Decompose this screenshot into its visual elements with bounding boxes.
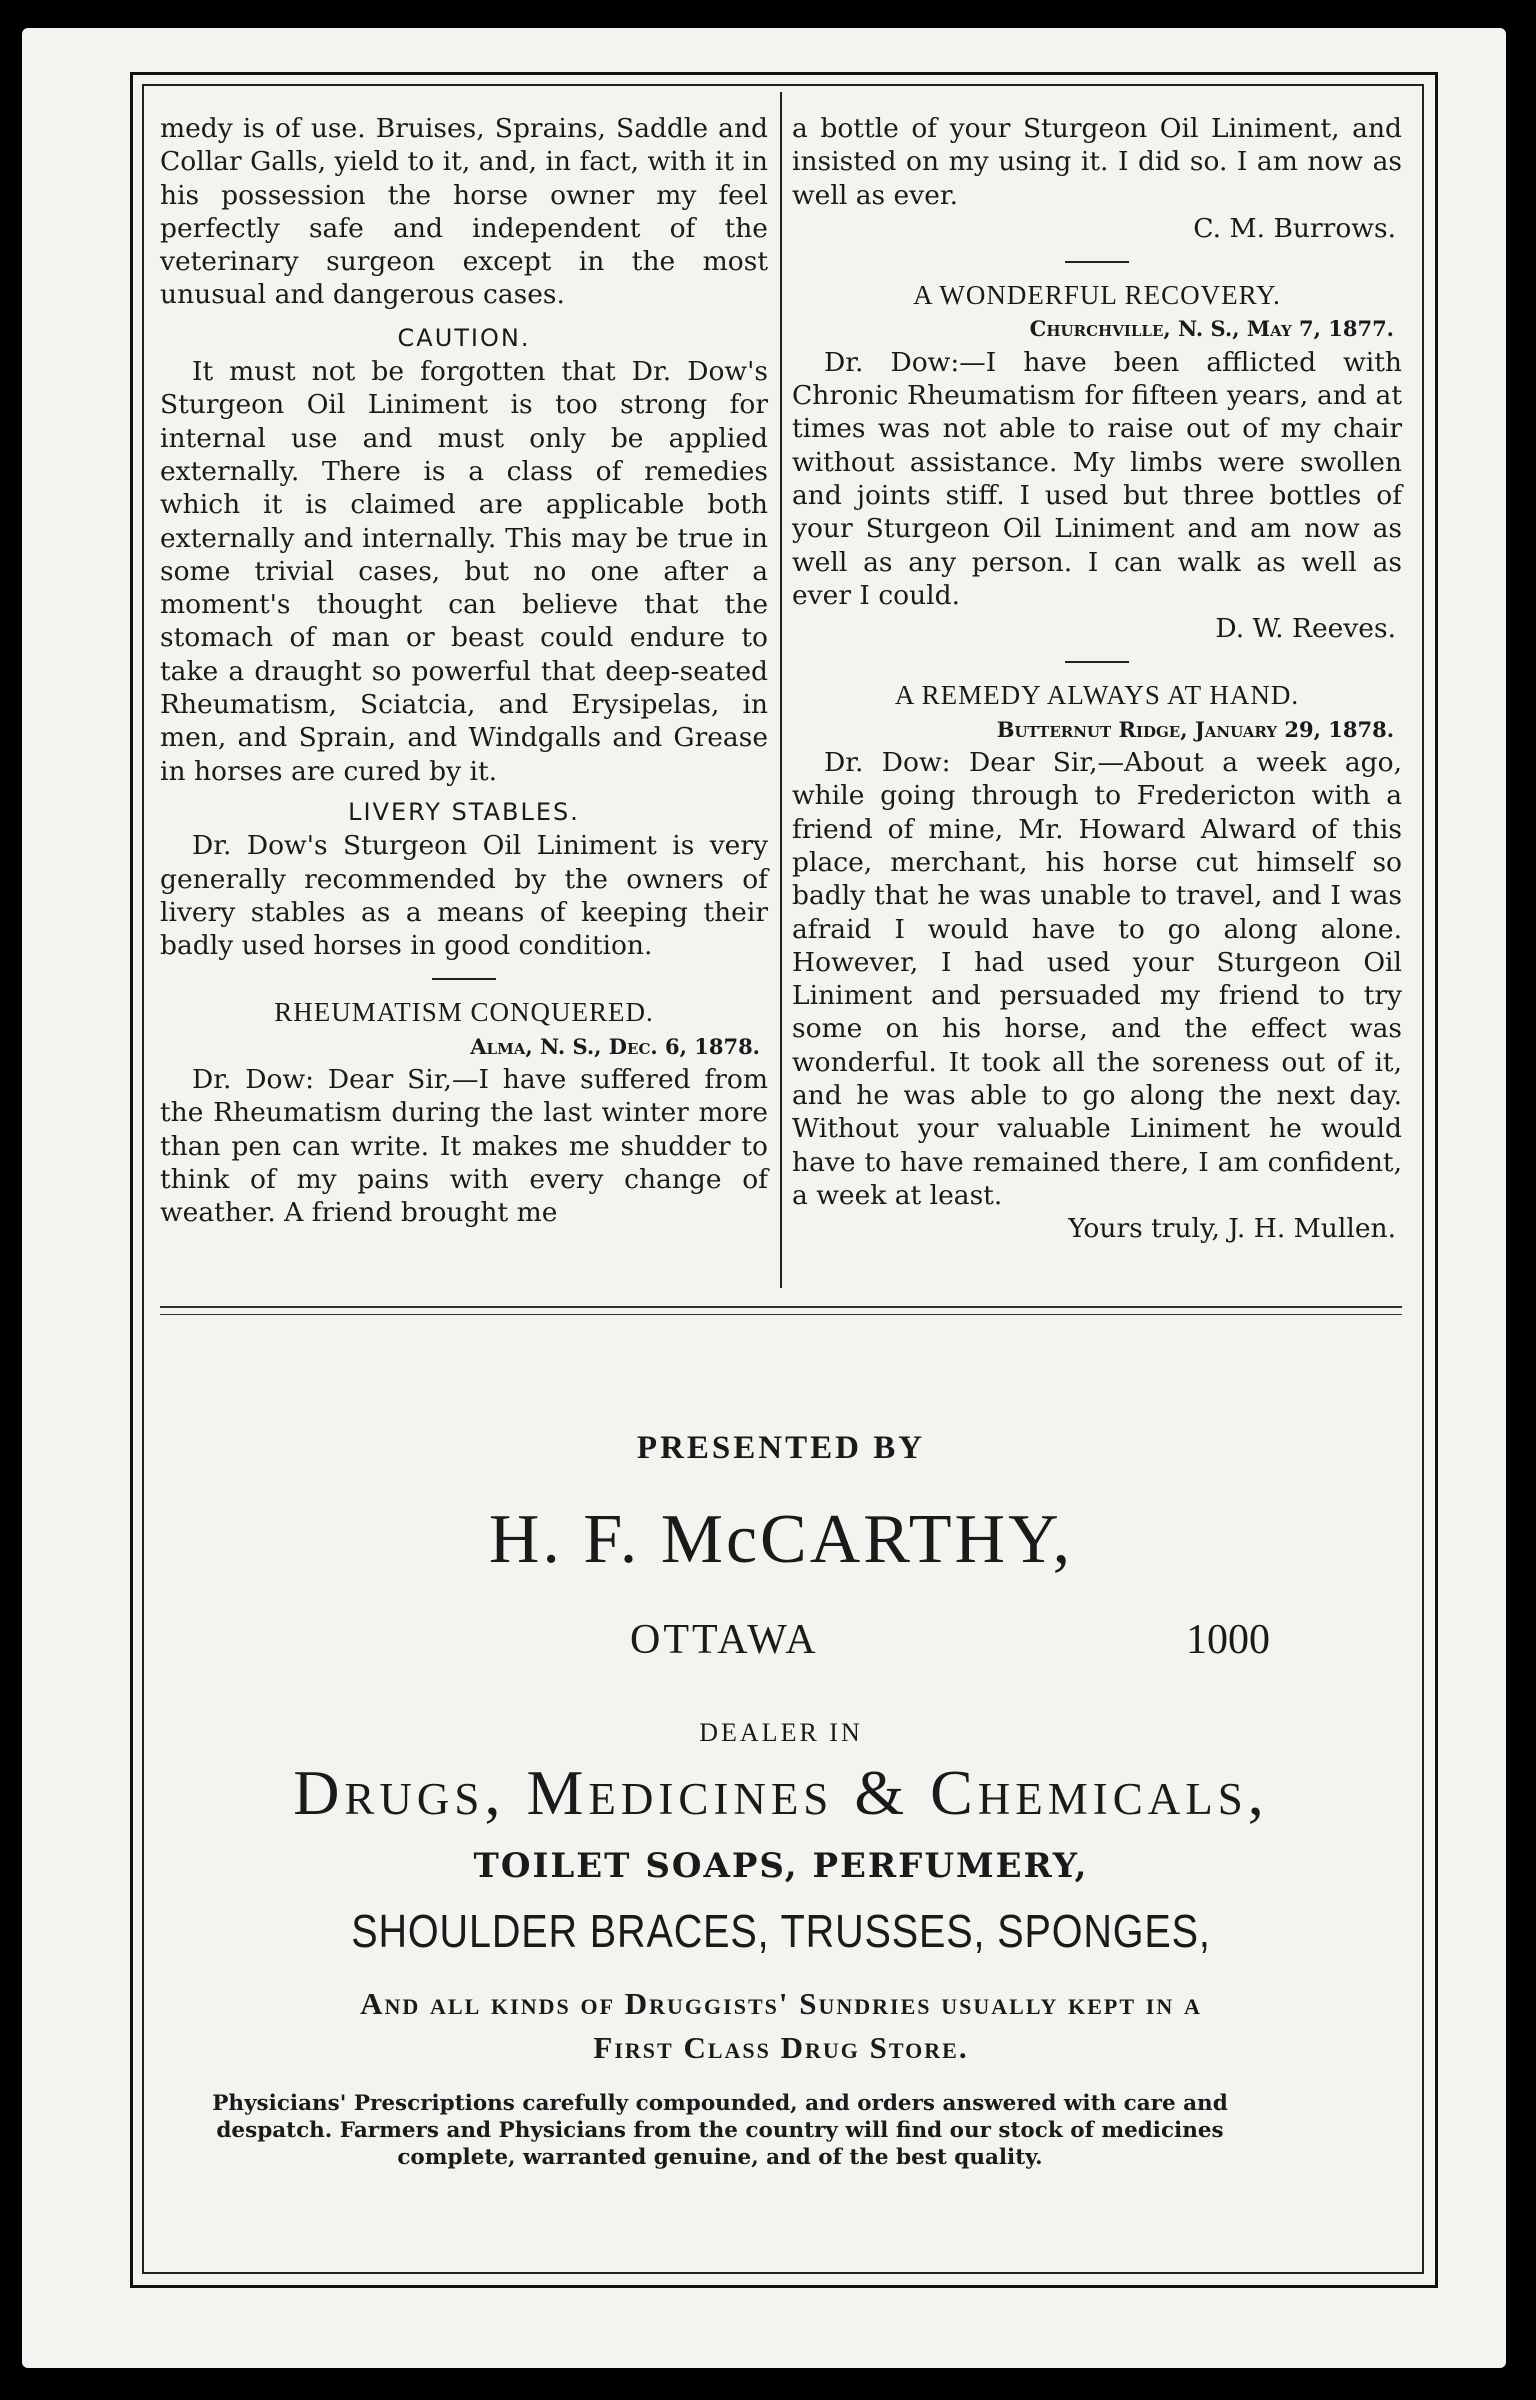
caution-heading: CAUTION. bbox=[397, 323, 531, 352]
section-divider bbox=[160, 1306, 1402, 1315]
rheumatism-heading: RHEUMATISM CONQUERED. bbox=[274, 997, 654, 1028]
sundries-line-1: And all kinds of Druggists' Sundries usually kept in a bbox=[360, 1986, 1202, 2021]
toilet-soaps-line: TOILET SOAPS, PERFUMERY, bbox=[473, 1846, 1089, 1886]
dealer-city: OTTAWA bbox=[630, 1617, 819, 1663]
separator-dash bbox=[1065, 661, 1129, 663]
column-divider bbox=[780, 92, 782, 1288]
caution-text: It must not be forgotten that Dr. Dow's Sturgeon Oil Liniment is too strong for internal use and must only be applied externally. There is a class of remedies which it is claimed are applicable both externally and internally. This may be true in some trivial cases, but no one after a moment's thought can believe that the stomach of man or beast could endure to take a draught so powerful that deep-seated Rheumatism, Sciatcia, and Erysipelas, in men, and Sprain, and Windgalls and Grease in horses are cured by it. bbox=[160, 356, 768, 787]
recovery-dateline: Churchville, N. S., May 7, 1877. bbox=[1029, 316, 1394, 342]
signature-reeves: D. W. Reeves. bbox=[1215, 613, 1396, 645]
drugs-line: Drugs, Medicines & Chemicals, bbox=[293, 1757, 1269, 1828]
presented-by-label: PRESENTED BY bbox=[636, 1430, 926, 1466]
left-column bbox=[160, 112, 768, 1230]
sundries-lines bbox=[142, 1982, 1420, 2070]
right-column bbox=[792, 112, 1402, 1246]
print-number: 1000 bbox=[1186, 1617, 1270, 1663]
prescriptions-note: Physicians' Prescriptions carefully compounded, and orders answered with care and despatch. Farmers and Physicians from the country will find our stock of medicines complete, warranted genuine, and of the best quality. bbox=[212, 2091, 1228, 2170]
separator-dash bbox=[432, 978, 496, 980]
separator-dash bbox=[1065, 261, 1129, 263]
livery-text: Dr. Dow's Sturgeon Oil Liniment is very generally recommended by the owners of livery stables as a means of keeping their badly used horses in good condition. bbox=[160, 830, 768, 962]
left-opening-paragraph: medy is of use. Bruises, Sprains, Saddle and Collar Galls, yield to it, and, in fact, with it in his possession the horse owner my feel perfectly safe and independent of the veterinary surgeon except in the most unusual and dangerous cases. bbox=[160, 113, 768, 311]
recovery-text: Dr. Dow:—I have been afflicted with Chronic Rheumatism for fifteen years, and at times was not able to raise out of my chair without assistance. My limbs were swollen and joints stiff. I used but three bottles of your Sturgeon Oil Liniment and am now as well as any person. I can walk as well as ever I could. bbox=[792, 346, 1402, 611]
signature-burrows: C. M. Burrows. bbox=[1193, 212, 1396, 244]
dealer-in-label: DEALER IN bbox=[699, 1718, 863, 1747]
remedy-text: Dr. Dow: Dear Sir,—About a week ago, while going through to Fredericton with a friend of mine, Mr. Howard Alward of this place, merchant, his horse cut himself so badly that he was unable to travel, and I was afraid I would have to go along alone. However, I had used your Sturgeon Oil Liniment and persuaded my friend to try some on his horse, and the effect was wonderful. It took all the soreness out of it, and he was able to go along the next day. Without your valuable Liniment he would have to have remained there, I am confident, a week at least. bbox=[792, 747, 1402, 1211]
remedy-heading: A REMEDY ALWAYS AT HAND. bbox=[894, 680, 1300, 711]
dealer-name: H. F. McCARTHY, bbox=[488, 1501, 1074, 1578]
sundries-line-2: First Class Drug Store. bbox=[593, 2030, 969, 2065]
signature-mullen: Yours truly, J. H. Mullen. bbox=[1068, 1213, 1396, 1245]
right-opening-paragraph: a bottle of your Sturgeon Oil Liniment, and insisted on my using it. I did so. I am now as well as ever. bbox=[792, 113, 1402, 211]
livery-heading: LIVERY STABLES. bbox=[348, 797, 580, 826]
rheumatism-text: Dr. Dow: Dear Sir,—I have suffered from the Rheumatism during the last winter more than pen can write. It makes me shudder to think of my pains with every change of weather. A friend brought me bbox=[160, 1064, 768, 1229]
recovery-heading: A WONDERFUL RECOVERY. bbox=[913, 280, 1281, 311]
rheumatism-dateline: Alma, N. S., Dec. 6, 1878. bbox=[470, 1033, 760, 1059]
shoulder-braces-line: SHOULDER BRACES, TRUSSES, SPONGES, bbox=[351, 1905, 1211, 1957]
remedy-dateline: Butternut Ridge, January 29, 1878. bbox=[996, 716, 1394, 742]
